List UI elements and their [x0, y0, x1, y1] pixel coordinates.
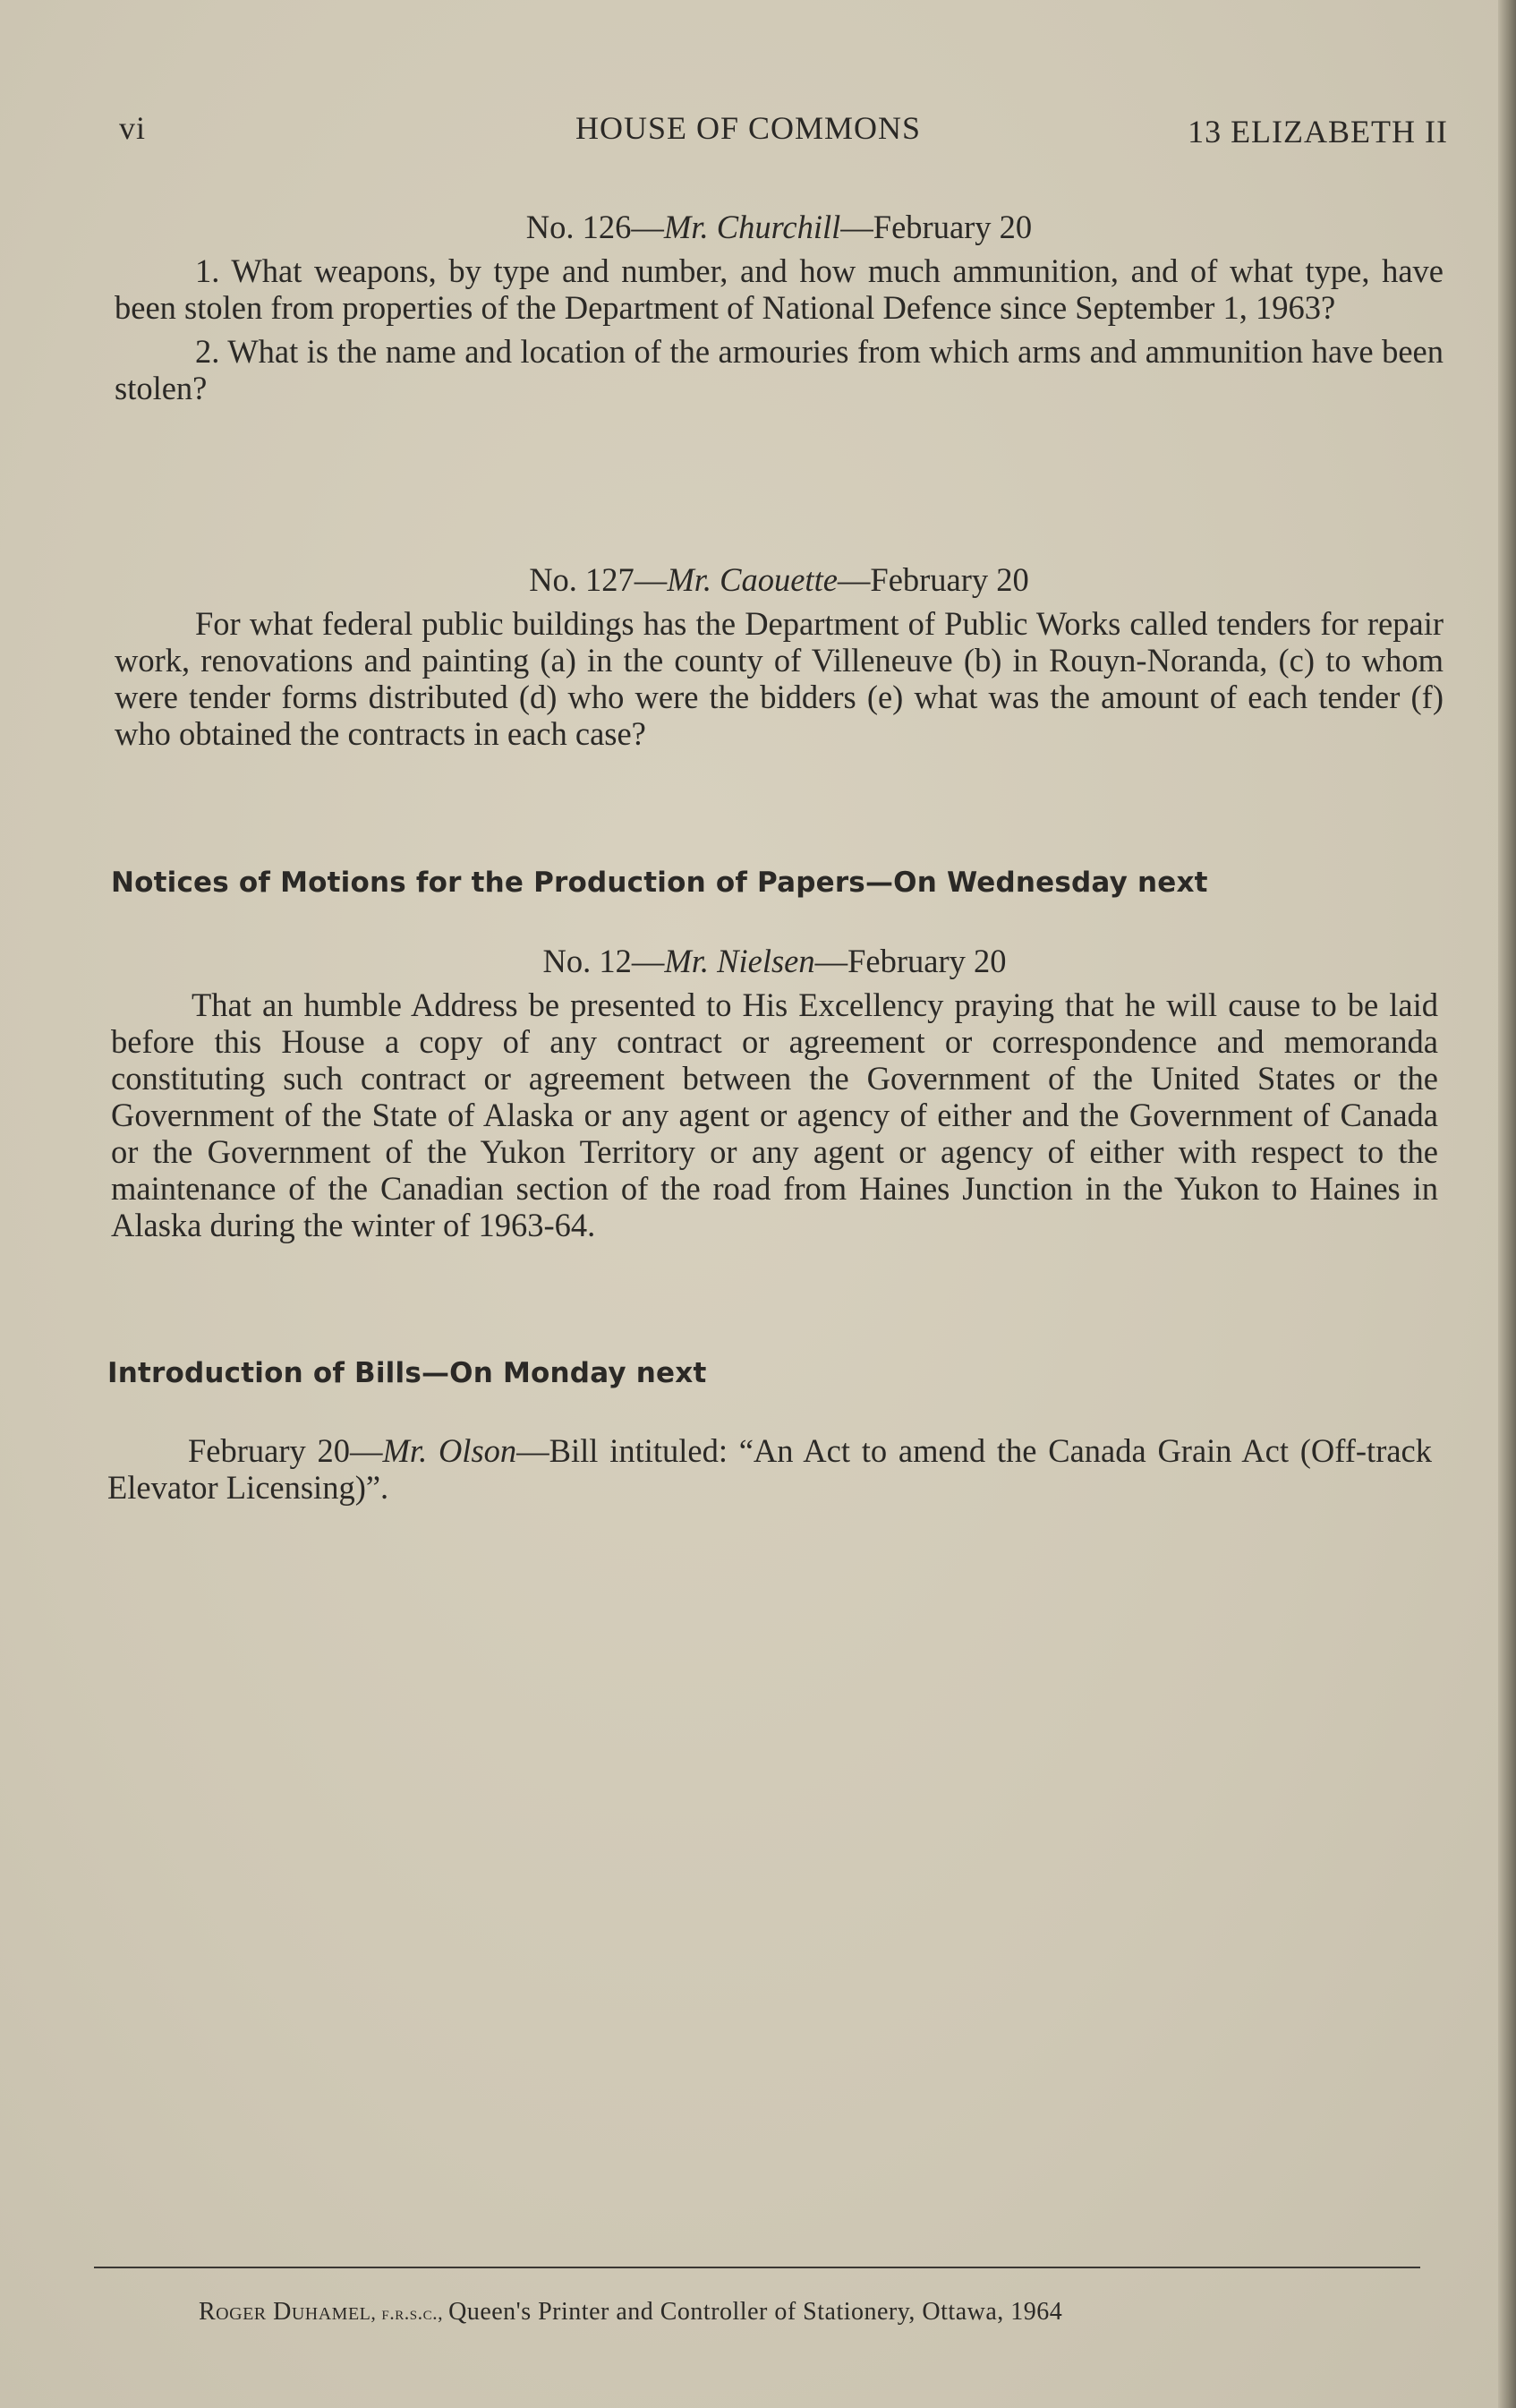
bill-date: February 20— — [188, 1432, 383, 1469]
member-name: Mr. Nielsen — [664, 943, 815, 979]
regnal-year: 13 ELIZABETH II — [1188, 114, 1448, 149]
printer-title: Queen's Printer and Controller of Stationery, Ottawa, 1964 — [448, 2298, 1063, 2326]
motion-number: No. 12— — [542, 943, 665, 979]
question-heading — [115, 209, 1444, 245]
question-paragraph-1: For what federal public buildings has the Department of Public Works called tenders for repair work, renovations and painting (a) in the county of Villeneuve (b) in Rouyn-Noranda, (c) to whom were tender forms distributed (d) who were the bidders (e) what was the amount of each tender (f) who obtained the contracts in each case? — [115, 605, 1444, 752]
running-header — [119, 109, 1448, 154]
printer-imprint — [199, 2298, 1062, 2327]
question-number: No. 126— — [525, 209, 664, 245]
page-edge — [1498, 0, 1516, 2408]
question-paragraph-2: 2. What is the name and location of the armouries from which arms and ammunition have been stolen? — [115, 333, 1444, 406]
question-127 — [115, 561, 1444, 759]
member-name: Mr. Caouette — [667, 561, 838, 598]
printer-credentials: , f.r.s.c., — [370, 2301, 449, 2324]
question-paragraph-1: 1. What weapons, by type and number, and how much ammunition, and of what type, have been stolen from properties of the Department of National Defence since September 1, 1963? — [115, 252, 1444, 326]
motion-paragraph: That an humble Address be presented to His Excellency praying that he will cause to be laid before this House a copy of any contract or agreement or correspondence and memoranda constituting such contract or agreement between the Government of the United States or the Government of the State of Alaska or any agent or agency of either and the Government of Canada or the Government of the Yukon Territory or any agent or agency of either with respect to the maintenance of the Canadian section of the road from Haines Junction in the Yukon to Haines in Alaska during the winter of 1963-64. — [111, 986, 1438, 1243]
footer-rule — [94, 2267, 1420, 2268]
member-name: Mr. Churchill — [663, 209, 841, 245]
question-heading — [115, 561, 1444, 598]
motion-date: —February 20 — [814, 943, 1007, 979]
running-title: HOUSE OF COMMONS — [575, 110, 922, 146]
question-date: —February 20 — [840, 209, 1033, 245]
question-date: —February 20 — [837, 561, 1029, 598]
section-heading-bills: Introduction of Bills—On Monday next — [107, 1357, 707, 1389]
member-name: Mr. Olson — [382, 1432, 517, 1469]
bill-text: —Bill intituled: “An Act to amend the Canada Grain Act (Off-track Elevator Licensing)”. — [107, 1432, 1432, 1506]
printer-name: Roger Duhamel — [199, 2298, 371, 2326]
motion-12 — [111, 943, 1438, 1251]
section-heading-papers: Notices of Motions for the Production of Papers—On Wednesday next — [111, 867, 1208, 899]
question-number: No. 127— — [529, 561, 668, 598]
bill-notice — [107, 1432, 1432, 1513]
page-folio: vi — [119, 110, 147, 146]
bill-paragraph — [107, 1432, 1432, 1506]
question-126 — [115, 209, 1444, 414]
motion-heading — [111, 943, 1438, 979]
